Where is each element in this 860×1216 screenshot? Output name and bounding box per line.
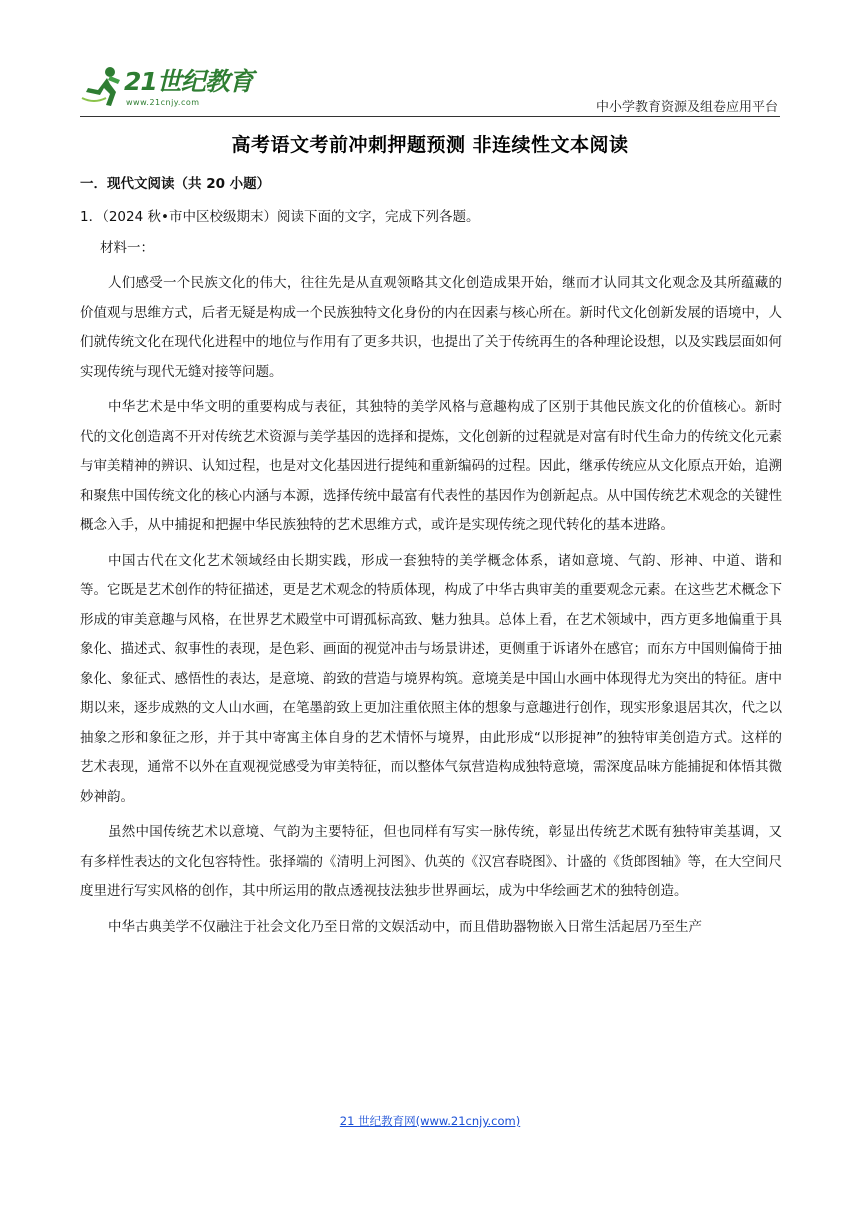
question-stem: 1．（2024 秋•市中区校级期末）阅读下面的文字，完成下列各题。 — [80, 209, 480, 225]
paragraph: 人们感受一个民族文化的伟大，往往先是从直观领略其文化创造成果开始，继而才认同其文化观念及其所蕴藏的价值观与思维方式，后者无疑是构成一个民族独特文化身份的内在因素与核心所在。新时代文化创新发展的语境中，人们就传统文化在现代化进程中的地位与作用有了更多共识，也提出了关于传统再生的各种理论设想，以及实践层面如何实现传统与现代无缝对接等问题。 — [80, 275, 782, 380]
document-title: 高考语文考前冲刺押题预测 非连续性文本阅读 — [231, 134, 629, 156]
platform-name: 中小学教育资源及组卷应用平台 — [595, 100, 778, 115]
logo-url: www.21cnjy.com — [126, 98, 200, 107]
runner-logo-icon — [80, 64, 124, 108]
footer-link[interactable]: 21 世纪教育网(www.21cnjy.com) — [339, 1114, 521, 1128]
logo — [80, 62, 260, 114]
document-body — [80, 170, 782, 942]
paragraph: 中国古代在文化艺术领域经由长期实践，形成一套独特的美学概念体系，诸如意境、气韵、形神、中道、谐和等。它既是艺术创作的特征描述，更是艺术观念的特质体现，构成了中华古典审美的重要观念元素。在这些艺术概念下形成的审美意趣与风格，在世界艺术殿堂中可谓孤标高致、魅力独具。总体上看，在艺术领域中，西方更多地偏重于具象化、描述式、叙事性的表现，是色彩、画面的视觉冲击与场景讲述，更侧重于诉诸外在感官；而东方中国则偏倚于抽象化、象征式、感悟性的表达，是意境、韵致的营造与境界构筑。意境美是中国山水画中体现得尤为突出的特征。唐中期以来，逐步成熟的文人山水画，在笔墨韵致上更加注重依照主体的想象与意趣进行创作，现实形象退居其次，代之以抽象之形和象征之形，并于其中寄寓主体自身的艺术情怀与境界，由此形成“以形捉神”的独特审美创造方式。这样的艺术表现，通常不以外在直观视觉感受为审美特征，而以整体气氛营造构成独特意境，需深度品味方能捕捉和体悟其微妙神韵。 — [80, 552, 782, 805]
paragraph: 中华艺术是中华文明的重要构成与表征，其独特的美学风格与意趣构成了区别于其他民族文化的价值核心。新时代的文化创造离不开对传统艺术资源与美学基因的选择和提炼，文化创新的过程就是对富有时代生命力的传统文化元素与审美精神的辨识、认知过程，也是对文化基因进行提纯和重新编码的过程。因此，继承传统应从文化原点开始，追溯和聚焦中国传统文化的核心内涵与本源，选择传统中最富有代表性的基因作为创新起点。从中国传统艺术观念的关键性概念入手，从中捕捉和把握中华民族独特的艺术思维方式，或许是实现传统之现代转化的基本进路。 — [80, 399, 782, 533]
header-divider — [80, 116, 780, 117]
page-header — [80, 62, 780, 118]
paragraph: 中华古典美学不仅融注于社会文化乃至日常的文娱活动中，而且借助器物嵌入日常生活起居乃至生产 — [108, 918, 702, 935]
logo-text: 21世纪教育 — [124, 67, 253, 96]
material-label: 材料一： — [100, 240, 154, 256]
section-heading: 一．现代文阅读（共 20 小题） — [80, 176, 271, 192]
paragraph: 虽然中国传统艺术以意境、气韵为主要特征，但也同样有写实一脉传统，彰显出传统艺术既有独特审美基调，又有多样性表达的文化包容特性。张择端的《清明上河图》、仇英的《汉宫春晓图》、计盛的《货郎图轴》等，在大空间尺度里进行写实风格的创作，其中所运用的散点透视技法独步世界画坛，成为中华绘画艺术的独特创造。 — [80, 824, 782, 899]
